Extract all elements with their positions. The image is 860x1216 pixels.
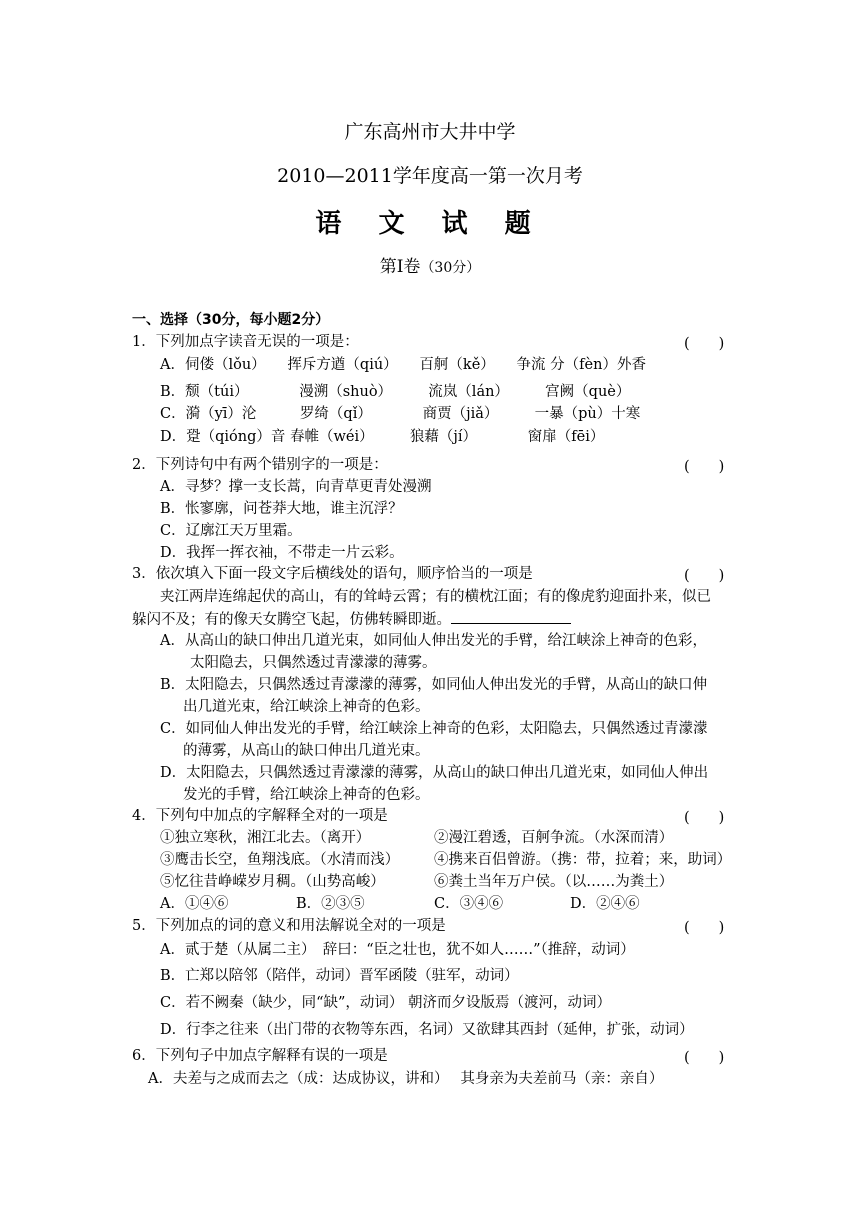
q6-option-a: A．夫差与之成而去之（成：达成协议，讲和） 其身亲为夫差前马（亲：亲自） — [148, 1071, 664, 1087]
q1-option-b: B．颓（túi） 漫溯（shuò） 流岚（lán） 宫阙（què） — [160, 384, 631, 400]
q5-answer-paren: ( ) — [684, 920, 725, 936]
section-title: 一、选择（30分，每小题2分） — [132, 312, 330, 328]
volume-score: （30分） — [420, 260, 481, 276]
q3-passage-line-2 — [132, 609, 571, 630]
q5-option-b: B．亡郑以陪邻（陪伴，动词）晋军函陵（驻军，动词） — [160, 968, 519, 984]
q1-answer-paren: ( ) — [684, 336, 725, 352]
q4-stem: 4．下列句中加点的字解释全对的一项是 — [132, 808, 388, 824]
q2-stem: 2．下列诗句中有两个错别字的一项是： — [132, 457, 388, 473]
q3-option-a-line-2: 太阳隐去，只偶然透过青濛濛的薄雾。 — [190, 655, 437, 671]
q3-option-a-line-1: A．从高山的缺口伸出几道光束，如同仙人伸出发光的手臂，给江峡涂上神奇的色彩， — [160, 633, 707, 649]
q2-option-a: A．寻梦？撑一支长蒿，向青草更青处漫溯 — [160, 479, 432, 495]
q1-stem: 1．下列加点字读音无误的一项是： — [132, 334, 359, 350]
q3-option-c-line-2: 的薄雾，从高山的缺口伸出几道光束。 — [183, 743, 430, 759]
q5-option-a: A．贰于楚（从属二主） 辞曰：“臣之壮也，犹不如人……”（推辞，动词） — [160, 942, 635, 958]
volume-label: 第Ⅰ卷 — [379, 257, 421, 277]
q1-option-d: D．跫（qióng）音 春帷（wéi） 狼藉（jí） 窗扉（fēi） — [160, 429, 605, 445]
q4-option-a: A．①④⑥ — [160, 896, 229, 912]
q1-option-c: C．漪（yī）沦 罗绮（qǐ） 商贾（jiǎ） 一暴（pù）十寒 — [160, 406, 641, 422]
q6-answer-paren: ( ) — [684, 1050, 725, 1066]
q2-option-c: C．辽廓江天万里霜。 — [160, 523, 302, 539]
q2-option-b: B．怅寥廓，问苍莽大地，谁主沉浮？ — [160, 501, 403, 517]
q3-option-d-line-2: 发光的手臂，给江峡涂上神奇的色彩。 — [183, 787, 430, 803]
q3-option-b-line-2: 出几道光束，给江峡涂上神奇的色彩。 — [183, 699, 430, 715]
school-title: 广东高州市大井中学 — [344, 121, 516, 143]
q3-passage-line-1: 夹江两岸连绵起伏的高山，有的耸峙云霄；有的横枕江面；有的像虎豹迎面扑来，似已 — [160, 589, 711, 605]
q3-option-b-line-1: B．太阳隐去，只偶然透过青濛濛的薄雾，如同仙人伸出发光的手臂，从高山的缺口伸 — [160, 677, 708, 693]
q4-item-2: ②漫江碧透，百舸争流。（水深而清） — [434, 830, 674, 846]
q3-option-c-line-1: C．如同仙人伸出发光的手臂，给江峡涂上神奇的色彩，太阳隐去，只偶然透过青濛濛 — [160, 721, 708, 737]
q2-option-d: D．我挥一挥衣袖，不带走一片云彩。 — [160, 545, 404, 561]
q4-item-3: ③鹰击长空，鱼翔浅底。（水清而浅） — [160, 852, 400, 868]
q5-stem: 5．下列加点的词的意义和用法解说全对的一项是 — [132, 918, 446, 934]
q6-stem: 6．下列句子中加点字解释有误的一项是 — [132, 1048, 388, 1064]
q1-option-a: A．伺偻（lǒu） 挥斥方遒（qiú） 百舸（kě） 争流 分（fèn）外香 — [160, 357, 646, 373]
q3-stem: 3．依次填入下面一段文字后横线处的语句，顺序恰当的一项是 — [132, 566, 533, 582]
q5-option-c: C．若不阙秦（缺少，同“缺”，动词） 朝济而夕设版焉（渡河，动词） — [160, 995, 612, 1011]
q3-option-d-line-1: D．太阳隐去，只偶然透过青濛濛的薄雾，从高山的缺口伸出几道光束，如同仙人伸出 — [160, 765, 709, 781]
q4-item-1: ①独立寒秋，湘江北去。（离开） — [160, 830, 371, 846]
q4-item-6: ⑥粪土当年万户侯。（以……为粪土） — [434, 874, 674, 890]
q4-option-c: C．③④⑥ — [434, 896, 504, 912]
q5-option-d: D．行李之往来（出门带的衣物等东西，名词）又欲肆其西封（延伸，扩张，动词） — [160, 1022, 694, 1038]
subject-title: 语 文 试 题 — [315, 209, 545, 239]
q3-fill-blank — [451, 609, 571, 624]
q4-option-b: B．②③⑤ — [296, 896, 365, 912]
q4-answer-paren: ( ) — [684, 810, 725, 826]
q4-item-4: ④携来百侣曾游。（携：带，拉着；来，助词） — [434, 852, 732, 868]
q4-item-5: ⑤忆往昔峥嵘岁月稠。（山势高峻） — [160, 874, 385, 890]
q3-passage-text: 躲闪不及；有的像天女腾空飞起，仿佛转瞬即逝。 — [132, 612, 451, 628]
exam-title: 2010—2011学年度高一第一次月考 — [277, 165, 583, 187]
q4-option-d: D．②④⑥ — [570, 896, 640, 912]
q3-answer-paren: ( ) — [684, 568, 725, 584]
q2-answer-paren: ( ) — [684, 459, 725, 475]
volume-title — [0, 252, 860, 277]
